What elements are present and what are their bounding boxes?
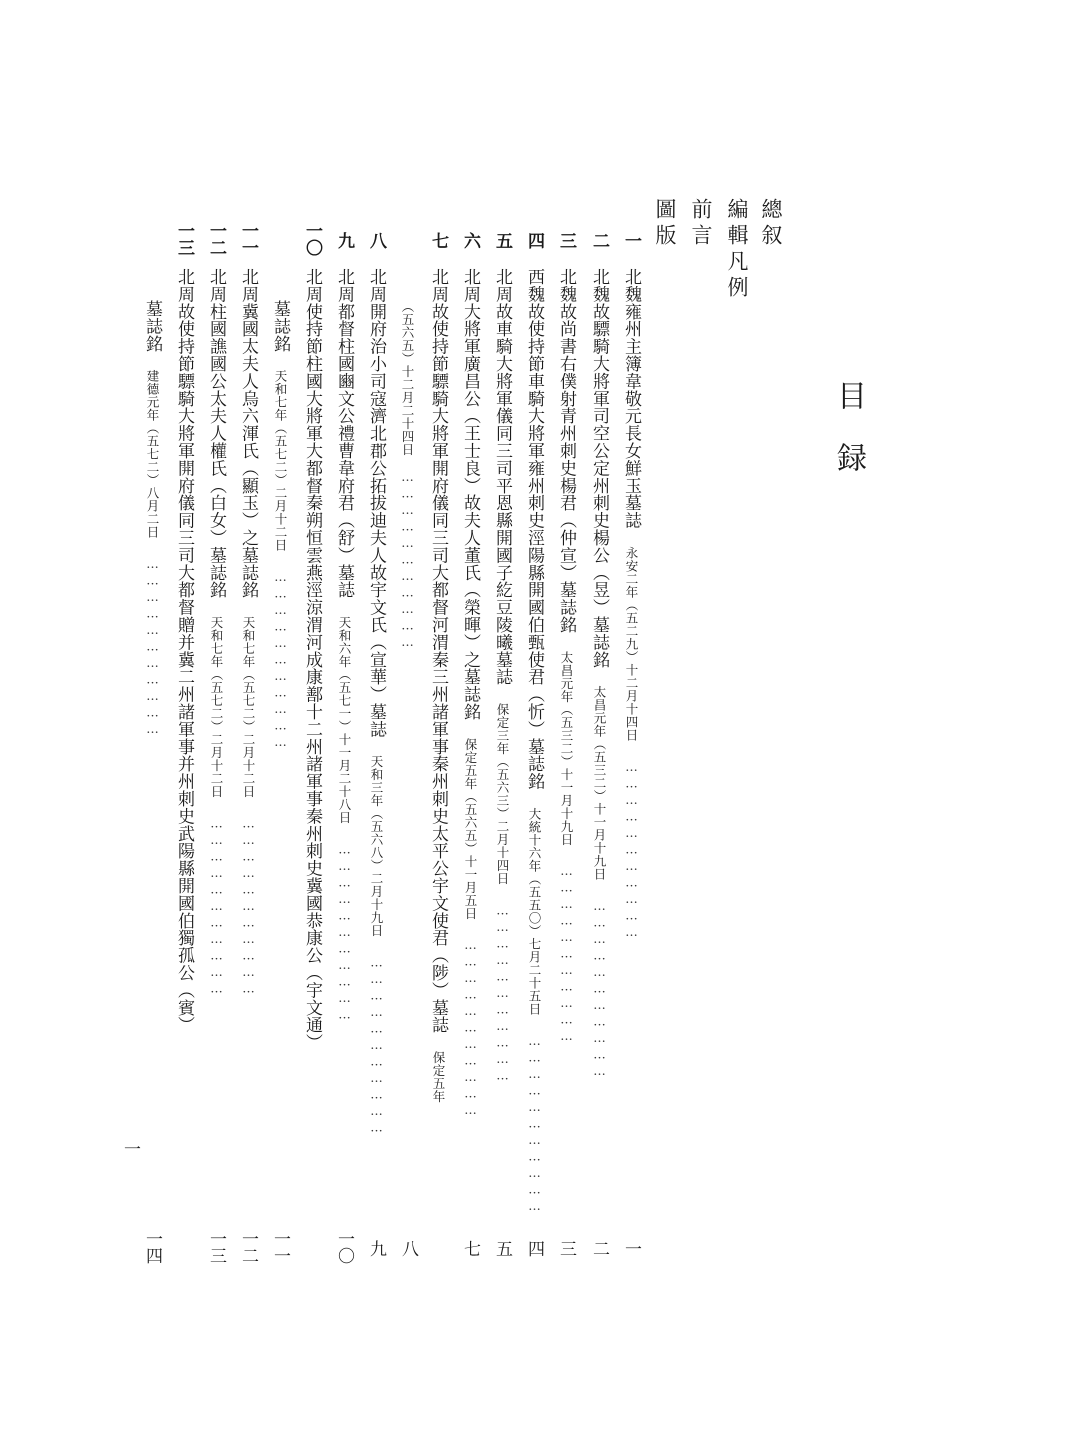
entry-number: 一二 [206, 222, 226, 256]
entry-page-number: 一〇 [334, 1230, 354, 1264]
entry-continuation: 墓誌銘 建德元年（五七二）八月二日 …………………………… [142, 300, 162, 738]
entry-number: 一一 [238, 222, 258, 256]
entry-number: 六 [460, 232, 480, 249]
entry-date-continuation: （五六五）十二月二十四日 …………………………… [400, 300, 415, 651]
entry-continuation: 墓誌銘 天和七年（五七二）二月十二日 …………………………… [270, 300, 290, 751]
entry-number: 一〇 [302, 222, 322, 256]
folio-page-number: 一 [120, 1140, 140, 1157]
entry-page-number: 七 [460, 1240, 480, 1257]
entry-title: 北周開府治小司寇濟北郡公拓拔迪夫人故宇文氏（宣華）墓誌 天和三年（五六八）二月十九日 …………………………… [366, 268, 386, 1137]
entry-title: 北周故使持節驃騎大將軍開府儀同三司大都督河渭秦三州諸軍事秦州刺史太平公宇文使君（陟）墓誌 保定五年 [428, 268, 448, 1104]
entry-page-number: 一一 [270, 1230, 290, 1264]
entry-page-number: 五 [492, 1240, 512, 1257]
entry-title: 北周故使持節驃騎大將軍開府儀同三司大都督贈并冀二州諸軍事并州刺史武陽縣開國伯獨孤公（賓） [174, 268, 194, 1034]
entry-number: 七 [428, 232, 448, 249]
entry-number: 四 [524, 232, 544, 249]
front-matter-general-preface: 總叙 [759, 198, 783, 250]
entry-number: 一三 [174, 222, 194, 256]
entry-title: 北周使持節柱國大將軍大都督秦朔恒雲燕涇涼渭河成康鄯十二州諸軍事秦州刺史冀國恭康公（宇文通） [302, 268, 322, 1051]
entry-number: 八 [366, 232, 386, 249]
entry-title: 西魏故使持節車騎大將軍雍州刺史涇陽縣開國伯甄使君（忻）墓誌銘 大統十六年（五五〇）七月二十五日 …………………………… [524, 268, 544, 1215]
entry-page-number: 一四 [142, 1230, 162, 1264]
page-title: 目録 [831, 380, 866, 504]
entry-number: 二 [589, 232, 609, 249]
entry-title: 北周故車騎大將軍儀同三司平恩縣開國子紇豆陵曦墓誌 保定三年（五六三）二月十四日 …………………………… [492, 268, 512, 1084]
entry-page-number: 九 [366, 1240, 386, 1257]
front-matter-plates: 圖版 [653, 198, 677, 250]
entry-title: 北魏故尚書右僕射青州刺史楊君（仲宣）墓誌銘 太昌元年（五三二）十一月十九日 …………………………… [556, 268, 576, 1045]
front-matter-foreword: 前言 [689, 198, 713, 250]
entry-page-number: 一三 [206, 1230, 226, 1264]
entry-page-number: 八 [398, 1240, 418, 1257]
front-matter-editorial-notes: 編輯凡例 [725, 198, 749, 302]
entry-page-number: 一二 [238, 1230, 258, 1264]
entry-title: 北魏故驃騎大將軍司空公定州刺史楊公（昱）墓誌銘 太昌元年（五三二）十一月十九日 …………………………… [589, 268, 609, 1080]
entry-number: 三 [556, 232, 576, 249]
entry-title: 北周柱國譙國公太夫人權氏（白女）墓誌銘 天和七年（五七二）二月十二日 …………………………… [206, 268, 226, 997]
entry-page-number: 二 [589, 1240, 609, 1257]
entry-page-number: 一 [621, 1240, 641, 1257]
entry-number: 九 [334, 232, 354, 249]
entry-number: 五 [492, 232, 512, 249]
entry-number: 一 [621, 232, 641, 249]
entry-page-number: 四 [524, 1240, 544, 1257]
entry-title: 北周冀國太夫人烏六渾氏（顯玉）之墓誌銘 天和七年（五七二）二月十二日 …………………………… [238, 268, 258, 997]
entry-page-number: 三 [556, 1240, 576, 1257]
entry-title: 北周都督柱國豳文公禮曹韋府君（舒）墓誌 天和六年（五七一）十一月二十八日 …………………………… [334, 268, 354, 1023]
entry-title: 北魏雍州主簿韋敬元長女鮮玉墓誌 永安二年（五二九）十二月十四日 …………………………… [621, 268, 641, 941]
entry-title: 北周大將軍廣昌公（王士良）故夫人董氏（榮暉）之墓誌銘 保定五年（五六五）十一月五日 …………………………… [460, 268, 480, 1119]
